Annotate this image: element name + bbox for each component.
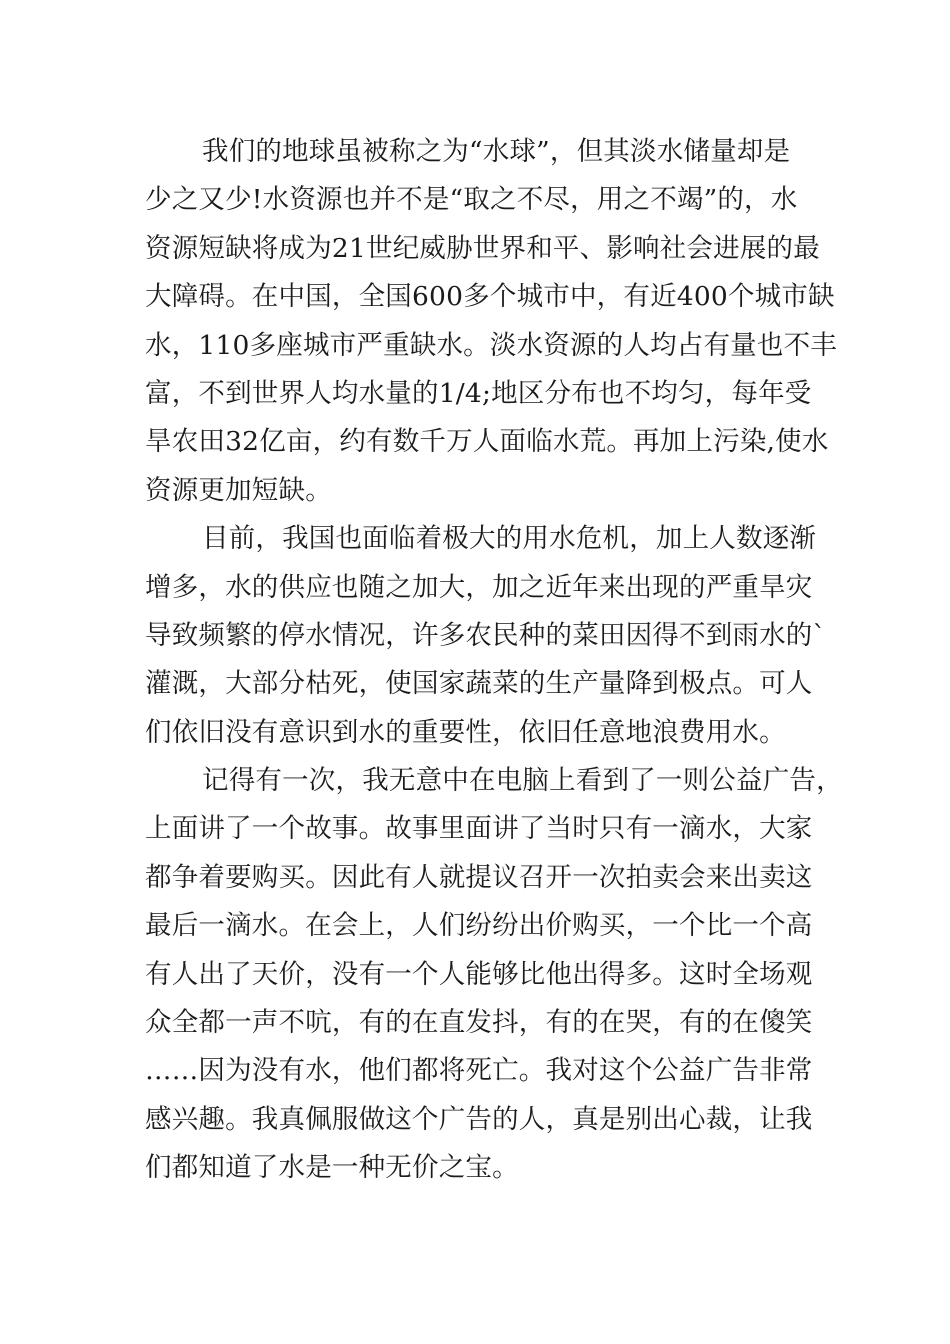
paragraph-line: 们都知道了水是一种无价之宝。 xyxy=(145,1152,519,1184)
paragraph-line: 有人出了天价，没有一个人能够比他出得多。这时全场观 xyxy=(145,958,813,990)
paragraph-line: 上面讲了一个故事。故事里面讲了当时只有一滴水，大家 xyxy=(145,813,813,845)
paragraph-line: 感兴趣。我真佩服做这个广告的人，真是别出心裁，让我 xyxy=(145,1103,813,1135)
paragraph-line: 大障碍。在中国，全国600多个城市中，有近400个城市缺 xyxy=(145,281,835,313)
paragraph-2 xyxy=(145,515,826,757)
paragraph-line: 少之又少!水资源也并不是“取之不尽，用之不竭”的，水 xyxy=(145,184,798,216)
paragraph-line: 资源短缺将成为21世纪威胁世界和平、影响社会进展的最 xyxy=(145,232,820,264)
paragraph-line: ……因为没有水，他们都将死亡。我对这个公益广告非常 xyxy=(145,1055,813,1087)
paragraph-line: 记得有一次，我无意中在电脑上看到了一则公益广告， xyxy=(202,765,843,797)
paragraph-line: 富，不到世界人均水量的1/4;地区分布也不均匀，每年受 xyxy=(145,377,812,409)
paragraph-line: 水，110多座城市严重缺水。淡水资源的人均占有量也不丰 xyxy=(145,329,837,361)
paragraph-1 xyxy=(145,128,837,515)
essay-body xyxy=(145,128,843,1193)
paragraph-line: 们依旧没有意识到水的重要性，依旧任意地浪费用水。 xyxy=(145,716,786,748)
paragraph-line: 我们的地球虽被称之为“水球”，但其淡水储量却是 xyxy=(202,136,791,167)
paragraph-line: 旱农田32亿亩，约有数千万人面临水荒。再加上污染,使水 xyxy=(145,426,829,458)
paragraph-line: 增多，水的供应也随之加大，加之近年来出现的严重旱灾 xyxy=(145,571,813,603)
paragraph-line: 都争着要购买。因此有人就提议召开一次拍卖会来出卖这 xyxy=(145,861,813,893)
paragraph-line: 众全都一声不吭，有的在直发抖，有的在哭，有的在傻笑 xyxy=(145,1007,813,1039)
paragraph-3 xyxy=(145,757,843,1193)
paragraph-line: 目前，我国也面临着极大的用水危机，加上人数逐渐 xyxy=(202,523,817,555)
paragraph-line: 最后一滴水。在会上，人们纷纷出价购买，一个比一个高 xyxy=(145,910,813,942)
paragraph-line: 导致频繁的停水情况，许多农民种的菜田因得不到雨水的` xyxy=(145,619,826,651)
paragraph-line: 资源更加短缺。 xyxy=(145,474,332,506)
paragraph-line: 灌溉，大部分枯死，使国家蔬菜的生产量降到极点。可人 xyxy=(145,668,813,700)
